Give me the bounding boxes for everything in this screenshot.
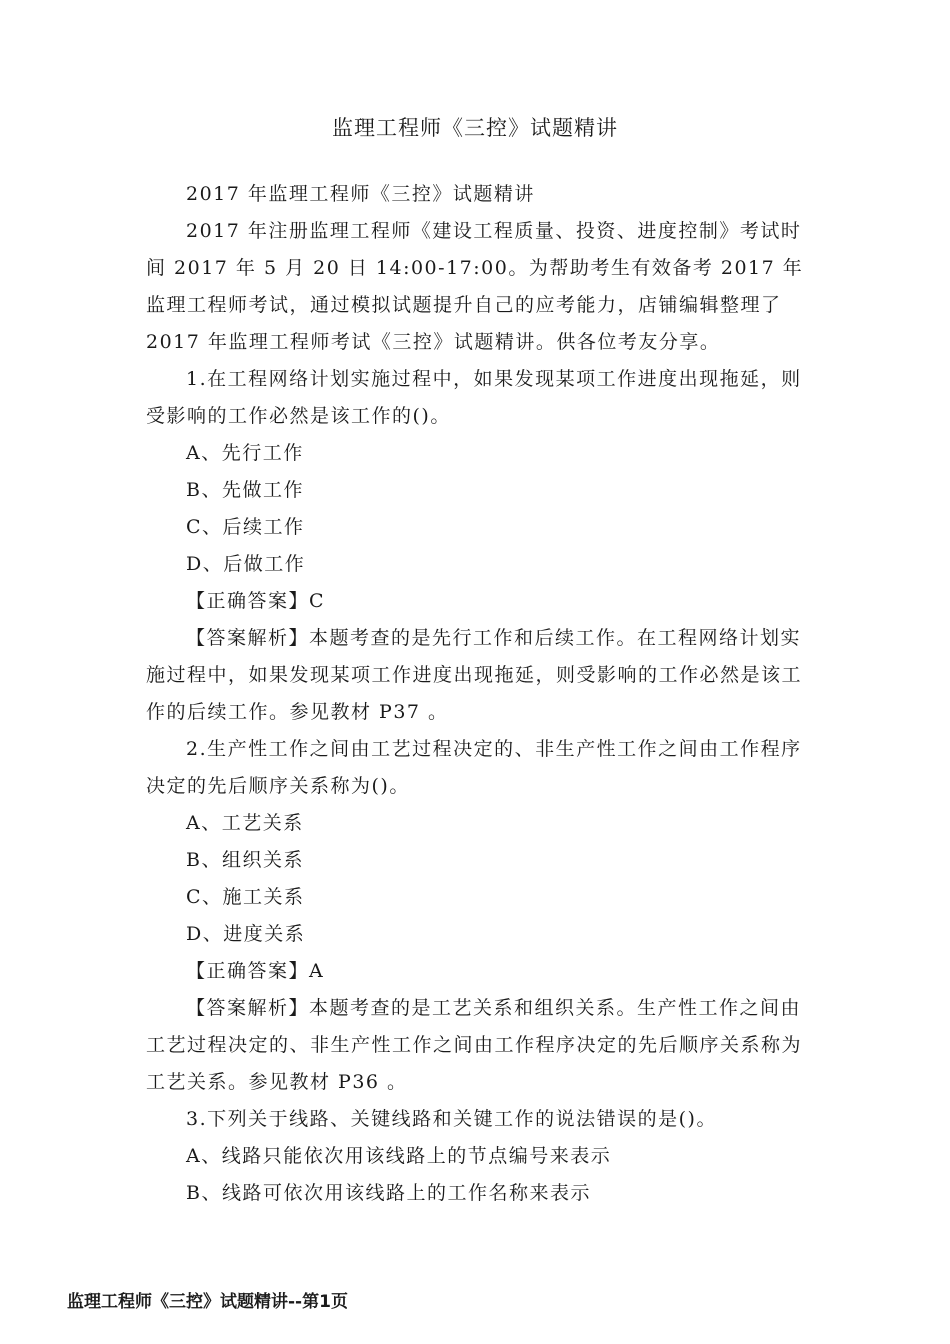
question-1-option-b: B、先做工作 — [186, 479, 304, 501]
question-3: 3.下列关于线路、关键线路和关键工作的说法错误的是()。 — [186, 1108, 717, 1130]
question-2-answer: 【正确答案】A — [186, 960, 325, 982]
question-1-option-d: D、后做工作 — [186, 553, 306, 575]
question-1-option-c: C、后续工作 — [186, 516, 305, 538]
subtitle-paragraph: 2017 年监理工程师《三控》试题精讲 — [186, 183, 535, 205]
question-3-option-a: A、线路只能依次用该线路上的节点编号来表示 — [186, 1145, 612, 1167]
document-body — [146, 176, 810, 1212]
document-title: 监理工程师《三控》试题精讲 — [332, 116, 618, 140]
question-2-option-a: A、工艺关系 — [186, 812, 304, 834]
question-1-option-a: A、先行工作 — [186, 442, 304, 464]
question-2-option-d: D、进度关系 — [186, 923, 306, 945]
question-2-option-c: C、施工关系 — [186, 886, 305, 908]
question-2-explanation: 【答案解析】本题考查的是工艺关系和组织关系。生产性工作之间由工艺过程决定的、非生产性工作之间由工作程序决定的先后顺序关系称为工艺关系。参见教材 P36 。 — [146, 997, 803, 1093]
intro-paragraph: 2017 年注册监理工程师《建设工程质量、投资、进度控制》考试时间 2017 年 5 月 20 日 14:00-17:00。为帮助考生有效备考 2017 年监理工程师考试，通过模拟试题提升自己的应考能力，店铺编辑整理了 2017 年监理工程师考试《三控》试题精讲。供各位考友分享。 — [146, 220, 804, 353]
question-2-option-b: B、组织关系 — [186, 849, 304, 871]
page-footer: 监理工程师《三控》试题精讲--第1页 — [67, 1292, 348, 1312]
question-2: 2.生产性工作之间由工艺过程决定的、非生产性工作之间由工作程序决定的先后顺序关系称为()。 — [146, 738, 802, 797]
question-1: 1.在工程网络计划实施过程中，如果发现某项工作进度出现拖延，则受影响的工作必然是该工作的()。 — [146, 368, 802, 427]
question-1-explanation: 【答案解析】本题考查的是先行工作和后续工作。在工程网络计划实施过程中，如果发现某项工作进度出现拖延，则受影响的工作必然是该工作的后续工作。参见教材 P37 。 — [146, 627, 803, 723]
question-1-answer: 【正确答案】C — [186, 590, 326, 612]
question-3-option-b: B、线路可依次用该线路上的工作名称来表示 — [186, 1182, 591, 1204]
